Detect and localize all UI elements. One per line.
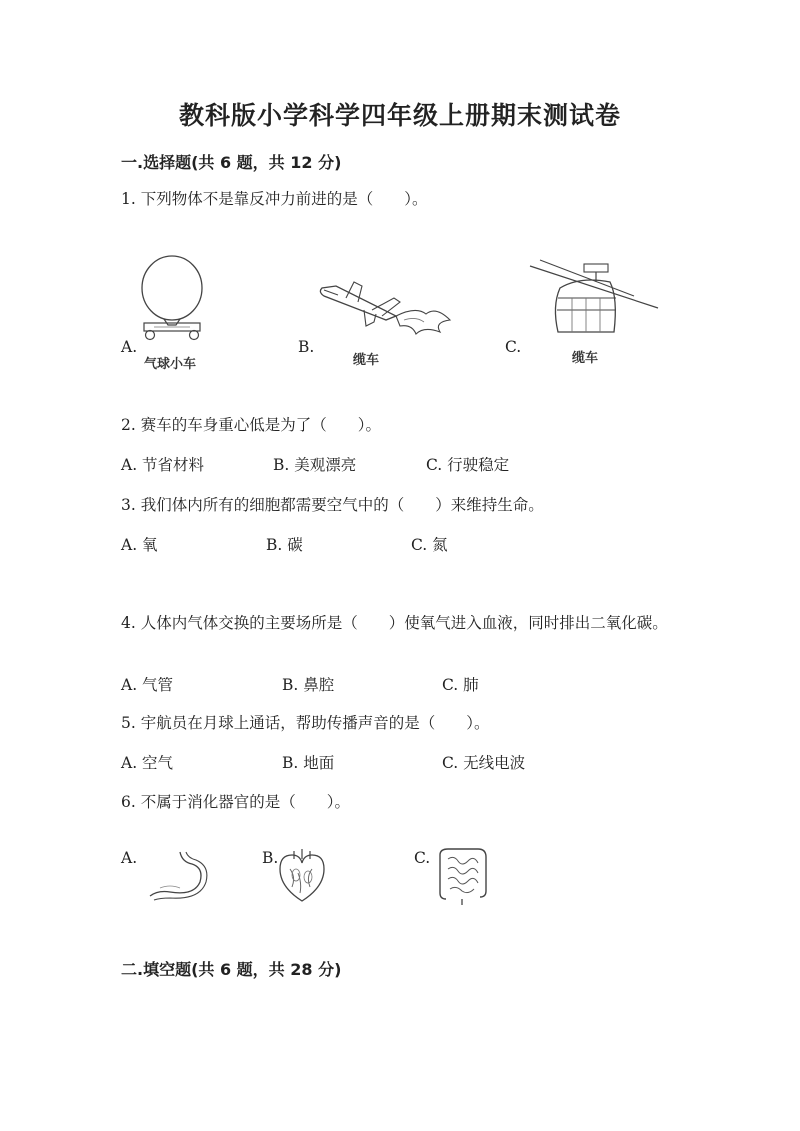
page-title: 教科版小学科学四年级上册期末测试卷 bbox=[178, 101, 621, 130]
question-5: 5. 宇航员在月球上通话，帮助传播声音的是（ ）。 bbox=[121, 714, 490, 732]
cable-car-image bbox=[530, 258, 660, 346]
q1-option-c-caption: 缆车 bbox=[572, 351, 599, 366]
q5-option-c: C. 无线电波 bbox=[442, 754, 526, 772]
q1-option-b-letter: B. bbox=[298, 338, 315, 356]
stomach-icon bbox=[140, 848, 210, 898]
q5-option-a: A. 空气 bbox=[121, 754, 174, 772]
q6-option-b-letter: B. bbox=[262, 849, 279, 867]
q1-option-b-caption: 缆车 bbox=[353, 353, 380, 368]
section-heading-fill-in: 二.填空题(共 6 题，共 28 分) bbox=[121, 960, 342, 979]
q3-option-a: A. 氧 bbox=[121, 536, 158, 554]
q3-option-c: C. 氮 bbox=[411, 536, 448, 554]
intestine-icon bbox=[434, 845, 490, 907]
q1-option-a-caption: 气球小车 bbox=[144, 357, 197, 372]
q4-option-b: B. 鼻腔 bbox=[282, 676, 335, 694]
q2-option-c: C. 行驶稳定 bbox=[426, 456, 510, 474]
q1-option-a-letter: A. bbox=[121, 338, 138, 356]
section-heading-choice: 一.选择题(共 6 题，共 12 分) bbox=[121, 153, 342, 172]
question-2: 2. 赛车的车身重心低是为了（ ）。 bbox=[121, 416, 381, 434]
question-3: 3. 我们体内所有的细胞都需要空气中的（ ）来维持生命。 bbox=[121, 496, 544, 514]
q3-option-b: B. 碳 bbox=[266, 536, 303, 554]
question-4: 4. 人体内气体交换的主要场所是（ ）使氧气进入血液，同时排出二氧化碳。 bbox=[121, 614, 668, 632]
heart-icon bbox=[276, 847, 328, 905]
q5-option-b: B. 地面 bbox=[282, 754, 335, 772]
q4-option-a: A. 气管 bbox=[121, 676, 174, 694]
q6-option-a-letter: A. bbox=[121, 849, 138, 867]
q1-option-c-letter: C. bbox=[505, 338, 522, 356]
q2-option-a: A. 节省材料 bbox=[121, 456, 205, 474]
q4-option-c: C. 肺 bbox=[442, 676, 479, 694]
question-1: 1. 下列物体不是靠反冲力前进的是（ ）。 bbox=[121, 190, 428, 208]
q2-option-b: B. 美观漂亮 bbox=[273, 456, 357, 474]
q6-option-c-letter: C. bbox=[414, 849, 431, 867]
rocket-image bbox=[316, 276, 456, 338]
balloon-car-image bbox=[134, 255, 214, 340]
question-6: 6. 不属于消化器官的是（ ）。 bbox=[121, 793, 350, 811]
